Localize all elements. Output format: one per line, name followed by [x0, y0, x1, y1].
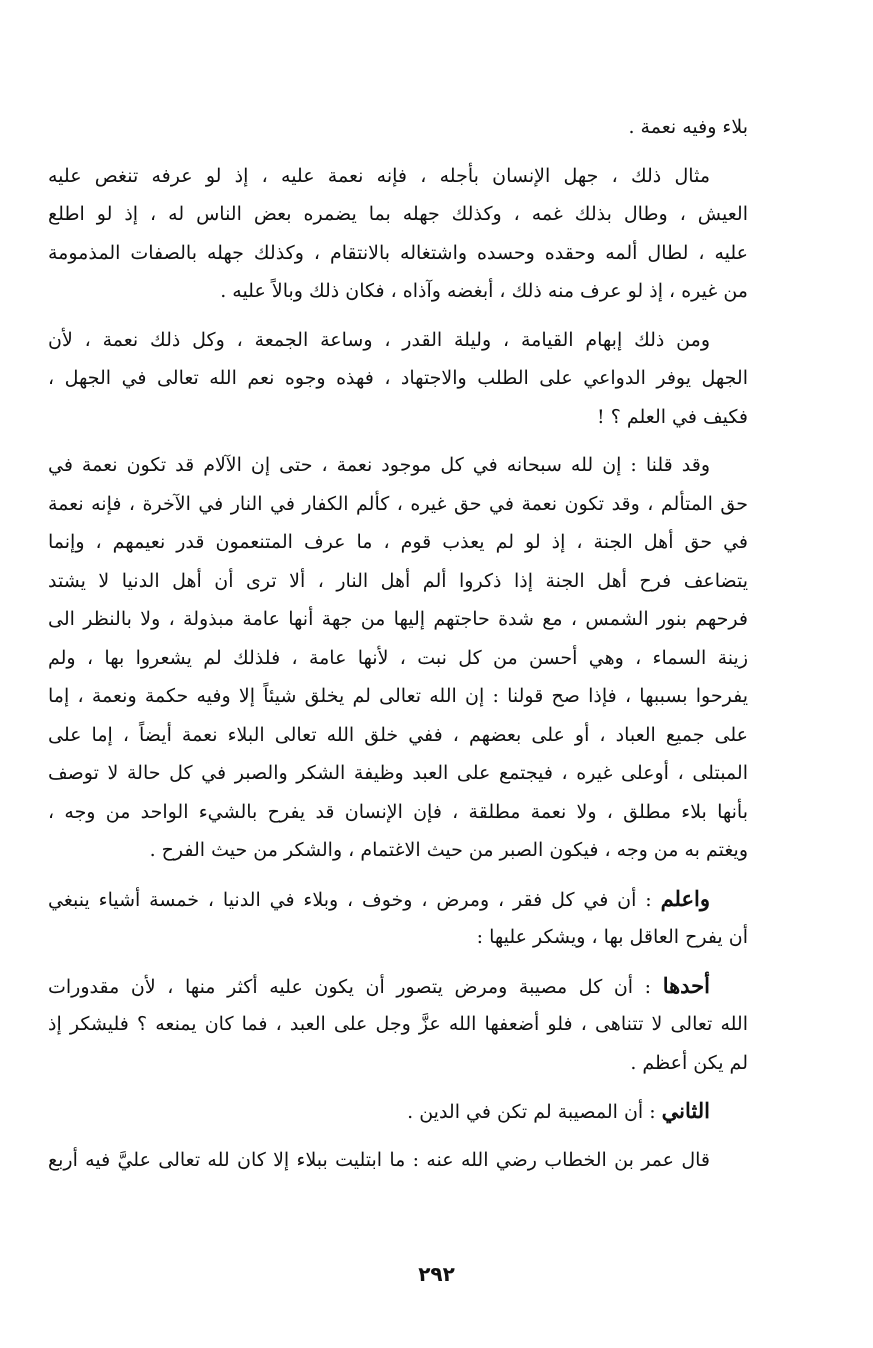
- text-line: زينة السماء ، وهي أحسن من كل نبت ، لأنها عامة ، فلذلك لم يشعروا بها ، ولم: [48, 646, 748, 669]
- text-line: مثال ذلك ، جهل الإنسان بأجله ، فإنه نعمة عليه ، إذ لو عرفه تنغص عليه: [48, 164, 710, 187]
- lead-word: واعلم: [660, 885, 710, 911]
- paragraph: [48, 321, 748, 437]
- text-span: : أن في كل فقر ، ومرض ، وخوف ، وبلاء في الدنيا ، خمسة أشياء ينبغي: [48, 888, 661, 911]
- text-span: : أن كل مصيبة ومرض يتصور أن يكون عليه أكثر منها ، لأن مقدورات: [48, 975, 663, 998]
- paragraph: [48, 446, 748, 870]
- text-line: أن يفرح العاقل بها ، ويشكر عليها :: [476, 926, 748, 948]
- text-line: ويغتم به من وجه ، فيكون الصبر من حيث الاغتمام ، والشكر من حيث الفرح .: [149, 839, 748, 861]
- text-line: الجهل يوفر الدواعي على الطلب والاجتهاد ، فهذه وجوه نعم الله تعالى في الجهل ،: [48, 367, 748, 389]
- text-line: بلاء وفيه نعمة .: [628, 116, 748, 138]
- text-line: [48, 967, 748, 1006]
- text-line: [48, 1092, 748, 1131]
- text-line: المبتلى ، أوعلى غيره ، فيجتمع على العبد وظيفة الشكر والصبر في كل حالة لا توصف: [48, 762, 748, 784]
- text-line: الله تعالى لا تتناهى ، فلو أضعفها الله عزَّ وجل على العبد ، فما كان يمنعه ؟ فليشكر إذ: [48, 1013, 748, 1035]
- text-line: فرحهم بنور الشمس ، مع شدة حاجتهم إليها من جهة أنها عامة مبذولة ، ولا بالنظر الى: [48, 608, 748, 630]
- paragraph: [48, 1141, 748, 1180]
- text-line: فكيف في العلم ؟ !: [597, 405, 748, 428]
- text-line: عليه ، لطال ألمه وحقده وحسده واشتغاله بالانتقام ، وكذلك جهله بالصفات المذمومة: [48, 241, 748, 264]
- text-line: ومن ذلك إبهام القيامة ، وليلة القدر ، وساعة الجمعة ، وكل ذلك نعمة ، لأن: [48, 328, 710, 351]
- text-span: : أن المصيبة لم تكن في الدين .: [407, 1101, 662, 1123]
- text-line: حق المتألم ، وقد تكون نعمة في حق غيره ، كألم الكفار في النار في الآخرة ، فإنه نعمة: [48, 492, 748, 515]
- lead-word: الثاني: [661, 1098, 710, 1123]
- page-body: [48, 108, 748, 1179]
- text-line: [48, 880, 748, 919]
- paragraph: [48, 108, 748, 147]
- text-line: العيش ، وطال بذلك غمه ، وكذلك جهله بما يضمره بعض الناس له ، إذ لو اطلع: [48, 203, 748, 225]
- text-line: وقد قلنا : إن لله سبحانه في كل موجود نعمة ، حتى إن الآلام قد تكون نعمة في: [48, 454, 710, 476]
- text-line: بأنها بلاء مطلق ، ولا نعمة مطلقة ، فإن الإنسان قد يفرح بالشيء الواحد من وجه ،: [48, 800, 748, 823]
- text-line: في حق أهل الجنة ، إذ لو لم يعذب قوم ، ما عرف المتنعمون قدر نعيمهم ، وإنما: [48, 531, 748, 553]
- text-line: على جميع العباد ، أو على بعضهم ، ففي خلق الله تعالى البلاء نعمة أيضاً ، إما على: [48, 723, 748, 746]
- paragraph: [48, 157, 748, 311]
- page-number: ٢٩٢: [418, 1262, 455, 1286]
- paragraph: [48, 880, 748, 957]
- paragraph: [48, 1092, 748, 1131]
- text-line: يفرحوا بسببها ، فإذا صح قولنا : إن الله تعالى لم يخلق شيئاً إلا وفيه حكمة ونعمة ، إما: [48, 685, 748, 707]
- paragraph: [48, 967, 748, 1083]
- text-line: قال عمر بن الخطاب رضي الله عنه : ما ابتليت ببلاء إلا كان لله تعالى عليَّ فيه أربع: [48, 1148, 710, 1171]
- text-line: من غيره ، إذ لو عرف منه ذلك ، أبغضه وآذاه ، فكان ذلك وبالاً عليه .: [220, 280, 748, 302]
- text-line: يتضاعف فرح أهل الجنة إذا ذكروا ألم أهل النار ، ألا ترى أن أهل الدنيا لا يشتد: [48, 569, 748, 592]
- lead-word: أحدها: [662, 972, 710, 998]
- text-line: لم يكن أعظم .: [630, 1051, 748, 1074]
